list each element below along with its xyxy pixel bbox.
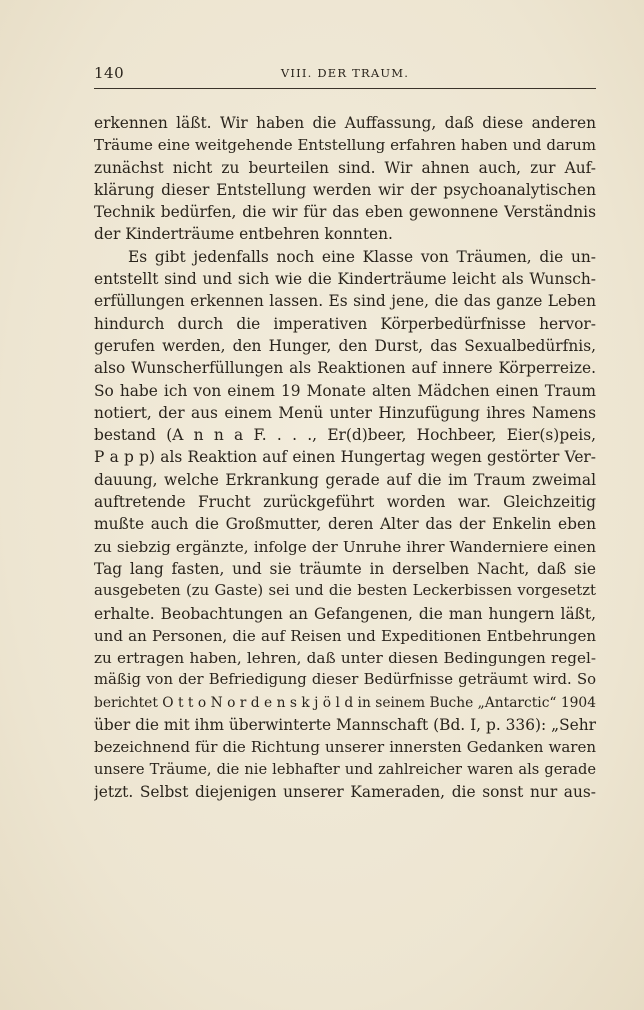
text-line: zu ertragen haben, lehren, daß unter diesen Bedingungen regel- — [94, 649, 596, 668]
text-line: unsere Träume, die nie lebhafter und zahlreicher waren als gerade — [94, 760, 596, 778]
text-line: auftretende Frucht zurückgeführt worden war. Gleichzeitig — [94, 493, 596, 512]
text-line: mußte auch die Großmutter, deren Alter das der Enkelin eben — [94, 515, 596, 534]
text-line: bestand (A n n a F. . . ., Er(d)beer, Hochbeer, Eier(s)peis, — [94, 426, 596, 445]
text-line: mäßig von der Befriedigung dieser Bedürfnisse geträumt wird. So — [94, 671, 596, 689]
text-line: So habe ich von einem 19 Monate alten Mädchen einen Traum — [94, 381, 596, 400]
text-line: jetzt. Selbst diejenigen unserer Kameraden, die sonst nur aus- — [94, 782, 596, 801]
text-line: ausgebeten (zu Gaste) sei und die besten Leckerbissen vorgesetzt — [94, 582, 596, 600]
text-line: über die mit ihm überwinterte Mannschaft (Bd. I, p. 336): „Sehr — [94, 716, 596, 735]
text-line: P a p p) als Reaktion auf einen Hungertag wegen gestörter Ver- — [94, 448, 596, 467]
text-line: entstellt sind und sich wie die Kinderträume leicht als Wunsch- — [94, 270, 596, 289]
text-line: Tag lang fasten, und sie träumte in derselben Nacht, daß sie — [94, 559, 596, 578]
text-line: gerufen werden, den Hunger, den Durst, das Sexualbedürfnis, — [94, 336, 596, 355]
page-number: 140 — [94, 64, 125, 82]
text-line: erkennen läßt. Wir haben die Auffassung, daß diese anderen — [94, 114, 596, 132]
text-line: berichtet O t t o N o r d e n s k j ö l d in seinem Buche „Antarctic“ 1904 — [94, 694, 596, 711]
running-head: VIII. DER TRAUM. — [280, 66, 410, 80]
body-text — [94, 112, 596, 803]
text-line: der Kinderträume entbehren konnten. — [94, 225, 393, 244]
text-line: zu siebzig ergänzte, infolge der Unruhe ihrer Wanderniere einen — [94, 537, 596, 556]
text-line: notiert, der aus einem Menü unter Hinzufügung ihres Namens — [94, 403, 596, 422]
text-line: Träume eine weitgehende Entstellung erfahren haben und darum — [94, 136, 596, 155]
text-line: erfüllungen erkennen lassen. Es sind jene, die das ganze Leben — [94, 292, 596, 311]
text-line: dauung, welche Erkrankung gerade auf die im Traum zweimal — [94, 470, 596, 489]
text-line: erhalte. Beobachtungen an Gefangenen, die man hungern läßt, — [94, 604, 596, 623]
header-rule — [94, 88, 596, 89]
text-line: klärung dieser Entstellung werden wir der psychoanalytischen — [94, 180, 596, 199]
text-line: zunächst nicht zu beurteilen sind. Wir ahnen auch, zur Auf- — [94, 158, 596, 177]
text-line: Technik bedürfen, die wir für das eben gewonnene Verständnis — [94, 203, 596, 222]
text-line: hindurch durch die imperativen Körperbedürfnisse hervor- — [94, 314, 596, 333]
text-line: also Wunscherfüllungen als Reaktionen auf innere Körperreize. — [94, 359, 596, 378]
page-header — [94, 64, 596, 86]
text-line: bezeichnend für die Richtung unserer innersten Gedanken waren — [94, 738, 596, 757]
text-line: und an Personen, die auf Reisen und Expeditionen Entbehrungen — [94, 626, 596, 645]
text-line: Es gibt jedenfalls noch eine Klasse von Träumen, die un- — [128, 247, 596, 266]
